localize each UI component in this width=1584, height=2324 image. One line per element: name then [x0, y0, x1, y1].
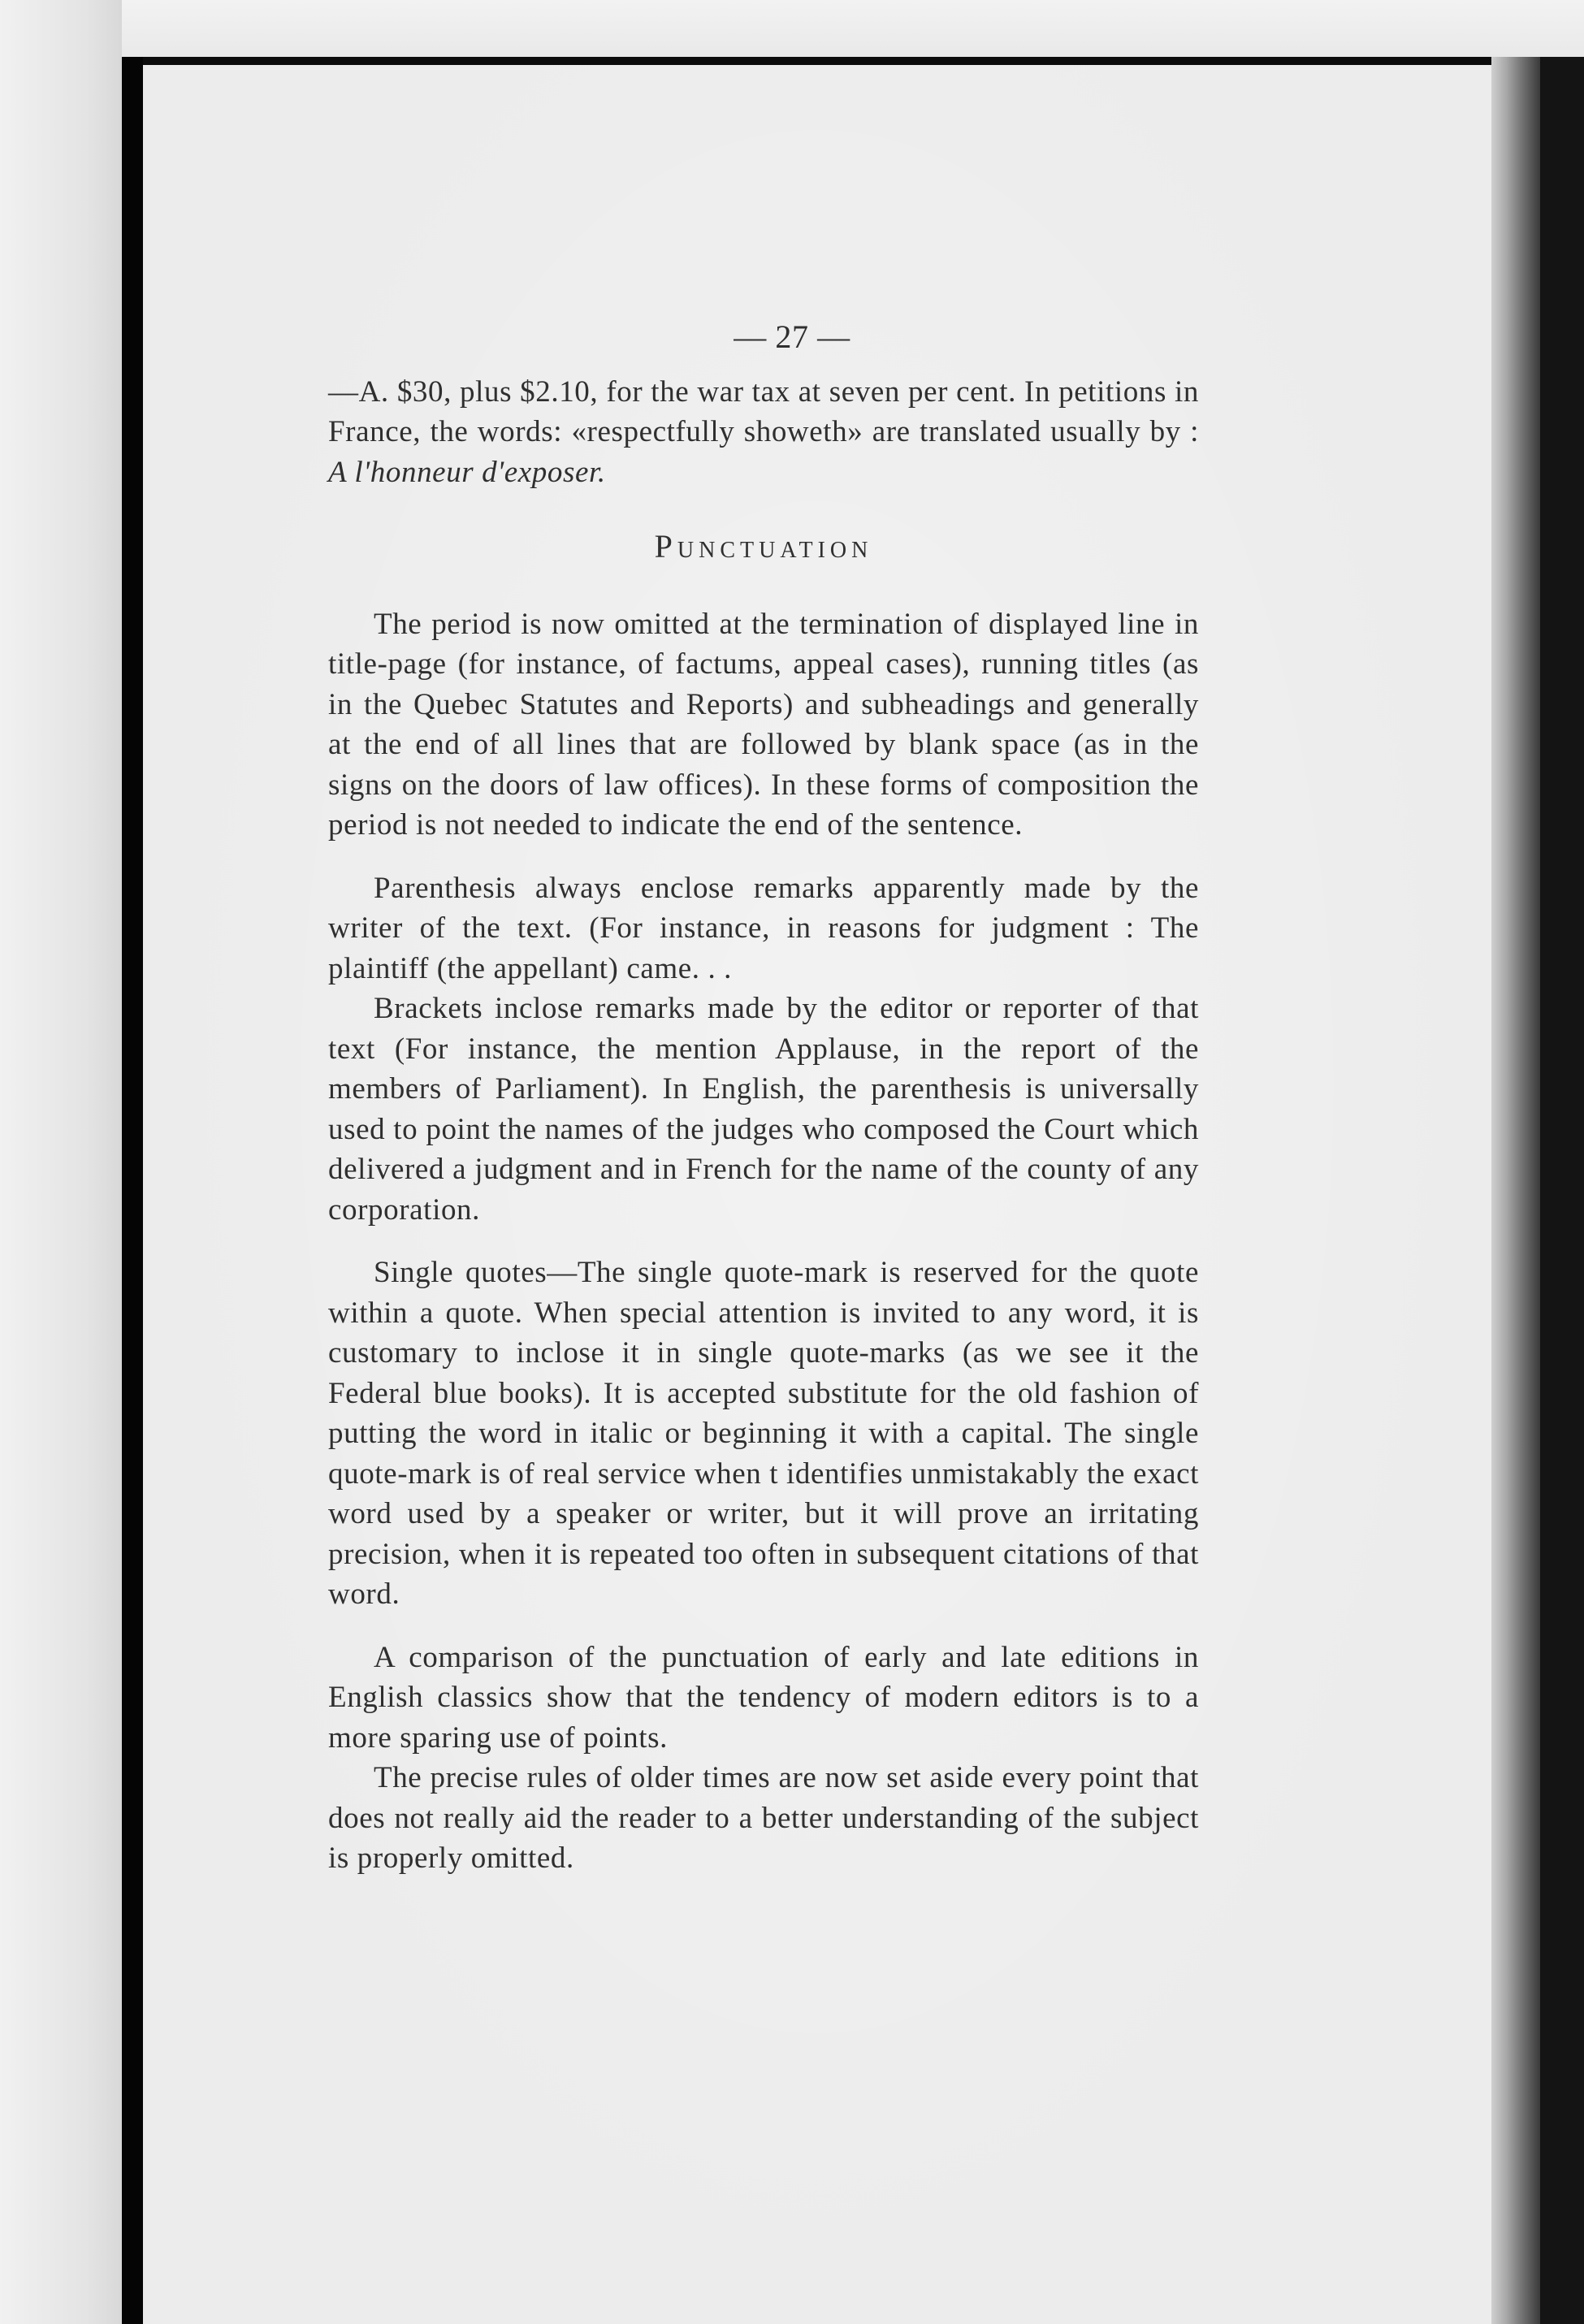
section-heading: Punctuation	[654, 528, 873, 565]
paragraph-parenthesis: Parenthesis always enclose remarks apparently made by the writer of the text. (For instance, in reasons for judgment : The plaintiff (the appellant) came. . .	[328, 871, 1199, 985]
intro-line-2: In petitions in France, the words: «respectfully showeth»	[328, 374, 1199, 448]
paragraph-brackets: Brackets inclose remarks made by the editor or reporter of that text (For instance, the mention Applause, in the report of the members of Parliament). In English, the parenthesis is universally used to point the names of the judges who composed the Court which delivered a judgment and in French for the name of the county of any corporation.	[328, 992, 1199, 1227]
book-spine-shadow	[122, 57, 143, 2324]
paragraph-period: The period is now omitted at the termination of displayed line in title-page (for instance, of factums, appeal cases), running titles (as in the Quebec Statutes and Reports) and subheadings and generally at the end of all lines that are followed by blank space (as in the signs on the doors of law offices). In these forms of composition the period is not needed to indicate the end of the sentence.	[328, 607, 1199, 842]
page-text-block	[328, 317, 1199, 1879]
paragraph-single-quotes: Single quotes—The single quote-mark is reserved for the quote within a quote. When special attention is invited to any word, it is customary to inclose it in single quote-marks (as we see it the Federal blue books). It is accepted substitute for the old fashion of putting the word in italic or beginning it with a capital. The single quote-mark is of real service when t identifies unmistakably the exact word used by a speaker or writer, but it will prove an irritating precision, when it is repeated too often in subsequent citations of that word.	[328, 1256, 1199, 1611]
french-phrase: A l'honneur d'exposer.	[328, 455, 606, 489]
intro-line-1: —A. $30, plus $2.10, for the war tax at seven per cent.	[328, 374, 1016, 409]
page-edge-shadow	[1491, 57, 1540, 2324]
paragraph-precise-rules: The precise rules of older times are now set aside every point that does not really aid the reader to a better understanding of the subject is properly omitted.	[328, 1761, 1199, 1875]
intro-paragraph	[328, 372, 1199, 493]
paragraph-comparison: A comparison of the punctuation of early and late editions in English classics show that the tendency of modern editors is to a more sparing use of points.	[328, 1640, 1199, 1755]
page-number: — 27 —	[734, 318, 850, 355]
scan-right-border	[1540, 57, 1584, 2324]
facing-page-edge	[0, 0, 122, 2324]
intro-line-3-prefix: are translated usually by :	[872, 415, 1199, 448]
scan-top-border	[0, 0, 1584, 57]
